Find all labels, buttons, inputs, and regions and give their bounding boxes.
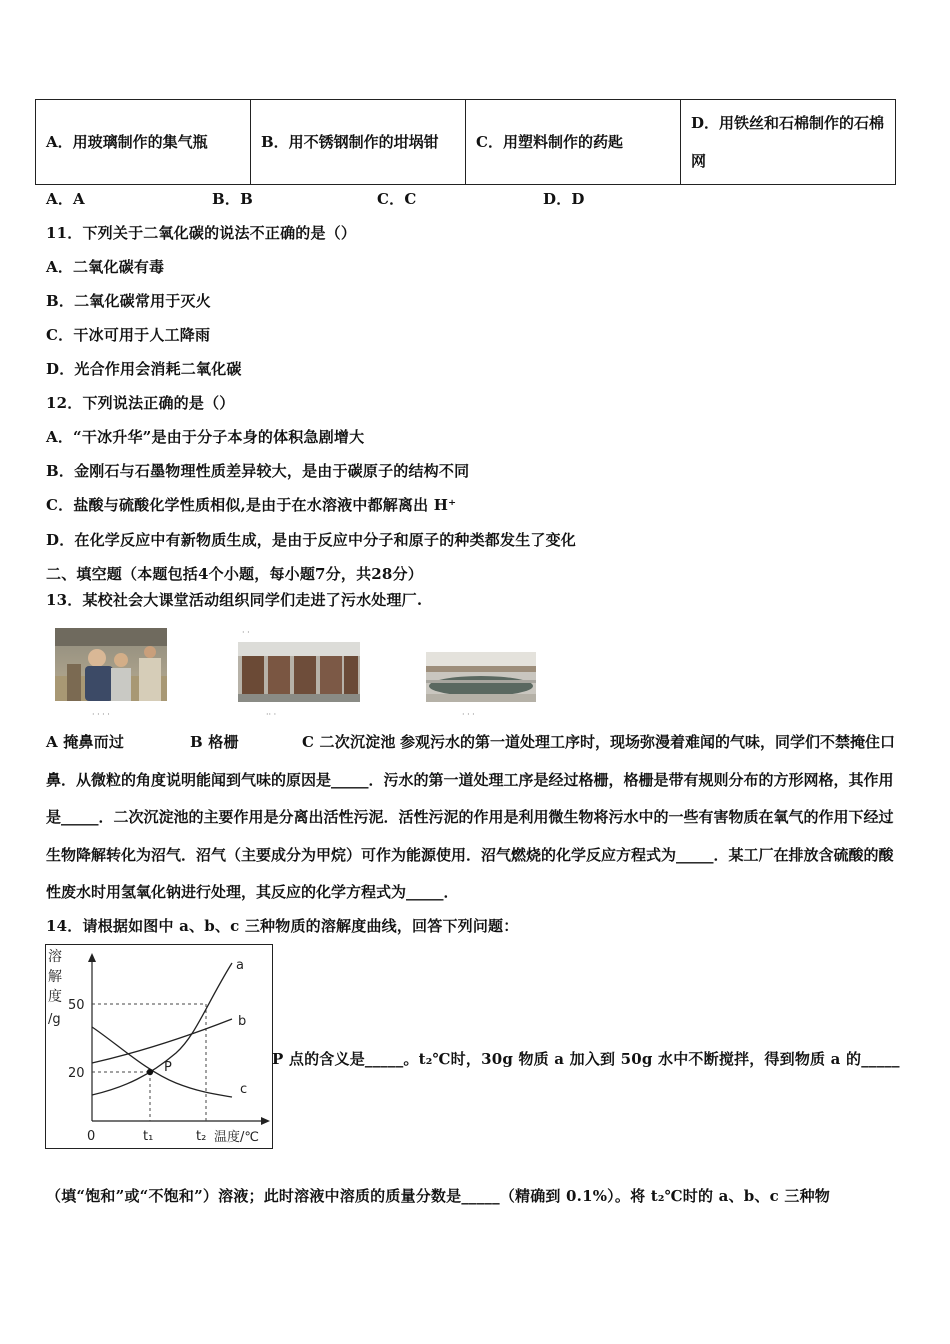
q12-option-a: A．“干冰升华”是由于分子本身的体积急剧增大 xyxy=(46,428,365,446)
curve-a xyxy=(92,963,232,1095)
q11-option-a: A．二氧化碳有毒 xyxy=(46,258,165,276)
q14-continued-text: （填“饱和”或“不饱和”）溶液；此时溶液中溶质的质量分数是_____（精确到 0.1%）。将 t₂℃时的 a、b、c 三种物 xyxy=(46,1187,830,1205)
q11-option-c: C．干冰可用于人工降雨 xyxy=(46,326,211,344)
q10-answer-d: D．D xyxy=(543,190,585,208)
y-tick-50: 50 xyxy=(68,998,85,1013)
q11-stem: 11．下列关于二氧化碳的说法不正确的是（） xyxy=(46,224,357,242)
photo-caption-b: ·· · xyxy=(266,710,277,719)
q12-option-d: D．在化学反应中有新物质生成，是由于反应中分子和原子的种类都发生了变化 xyxy=(46,531,577,549)
q13-label-c: C 二次沉淀池 xyxy=(302,733,396,751)
x-tick-t1: t₁ xyxy=(143,1129,154,1144)
solubility-graph xyxy=(45,944,273,1149)
photo-sedimentation-tank xyxy=(426,652,536,702)
curve-label-b: b xyxy=(238,1014,247,1029)
y-axis-arrow xyxy=(88,953,96,962)
photo-grating xyxy=(238,642,360,702)
q10-cell-a: A．用玻璃制作的集气瓶 xyxy=(36,100,251,185)
q11-option-d: D．光合作用会消耗二氧化碳 xyxy=(46,360,242,378)
photo-cover-nose xyxy=(55,628,167,701)
q10-cell-d: D．用铁丝和石棉制作的石棉网 xyxy=(681,100,896,185)
x-tick-0: 0 xyxy=(87,1129,96,1144)
q13-label-b: B 格栅 xyxy=(190,733,239,751)
q10-cell-c: C．用塑料制作的药匙 xyxy=(466,100,681,185)
ylabel-char-4: /g xyxy=(48,1012,61,1027)
q12-option-b: B．金刚石与石墨物理性质差异较大，是由于碳原子的结构不同 xyxy=(46,462,470,480)
ylabel-char-2: 解 xyxy=(48,969,62,985)
curve-label-c: c xyxy=(240,1082,248,1097)
q12-option-c: C．盐酸与硫酸化学性质相似,是由于在水溶液中都解离出 H⁺ xyxy=(46,496,457,514)
q11-option-b: B．二氧化碳常用于灭火 xyxy=(46,292,211,310)
photo-caption-a: · · · · xyxy=(92,710,110,719)
q10-answer-a: A．A xyxy=(46,190,85,208)
q10-cell-b: B．用不锈钢制作的坩埚钳 xyxy=(251,100,466,185)
x-axis-arrow xyxy=(261,1117,270,1125)
curve-c xyxy=(92,1027,232,1097)
x-tick-t2: t₂ xyxy=(196,1129,207,1144)
q13-label-a: A 掩鼻而过 xyxy=(46,733,125,751)
q14-side-text: P 点的含义是_____。t₂℃时，30g 物质 a 加入到 50g 水中不断搅拌，得到物质 a 的_____ xyxy=(272,1050,900,1068)
ylabel-char-1: 溶 xyxy=(48,949,62,965)
curve-label-a: a xyxy=(236,958,244,973)
photo-caption-c: · · · xyxy=(462,710,475,719)
q10-options-table xyxy=(35,99,896,185)
section-heading: 二、填空题（本题包括4个小题，每小题7分，共28分） xyxy=(46,565,423,583)
y-tick-20: 20 xyxy=(68,1066,85,1081)
q10-answer-b: B．B xyxy=(212,190,253,208)
q13-stem: 13．某校社会大课堂活动组织同学们走进了污水处理厂. xyxy=(46,591,423,609)
x-axis-label: 温度/℃ xyxy=(214,1130,259,1145)
photo-caption-b-top: · · xyxy=(242,628,250,637)
point-p xyxy=(147,1069,153,1075)
point-label-p: P xyxy=(164,1060,172,1075)
q14-stem: 14．请根据如图中 a、b、c 三种物质的溶解度曲线，回答下列问题： xyxy=(46,917,519,935)
q13-body: 参观污水的第一道处理工序时，现场弥漫着难闻的气味，同学们不禁掩住口鼻．从微粒的角度说明能闻到气味的原因是_____．污水的第一道处理工序是经过格栅，格栅是带有规则分布的方形网格，其作用是_____．二次沉淀池的主要作用是分离出活性污泥．活性污泥的作用是利用微生物将污水中的一些有害物质在氧气的作用下经过生物降解转化为沼气．沼气（主要成分为甲烷）可作为能源使用．沼气燃烧的化学反应方程式为_____．某工厂在排放含硫酸的酸性废水时用氢氧化钠进行处理，其反应的化学方程式为_____． xyxy=(46,733,896,901)
ylabel-char-3: 度 xyxy=(48,989,62,1005)
curve-b xyxy=(92,1019,232,1063)
q10-answer-c: C．C xyxy=(377,190,417,208)
q12-stem: 12．下列说法正确的是（） xyxy=(46,394,235,412)
